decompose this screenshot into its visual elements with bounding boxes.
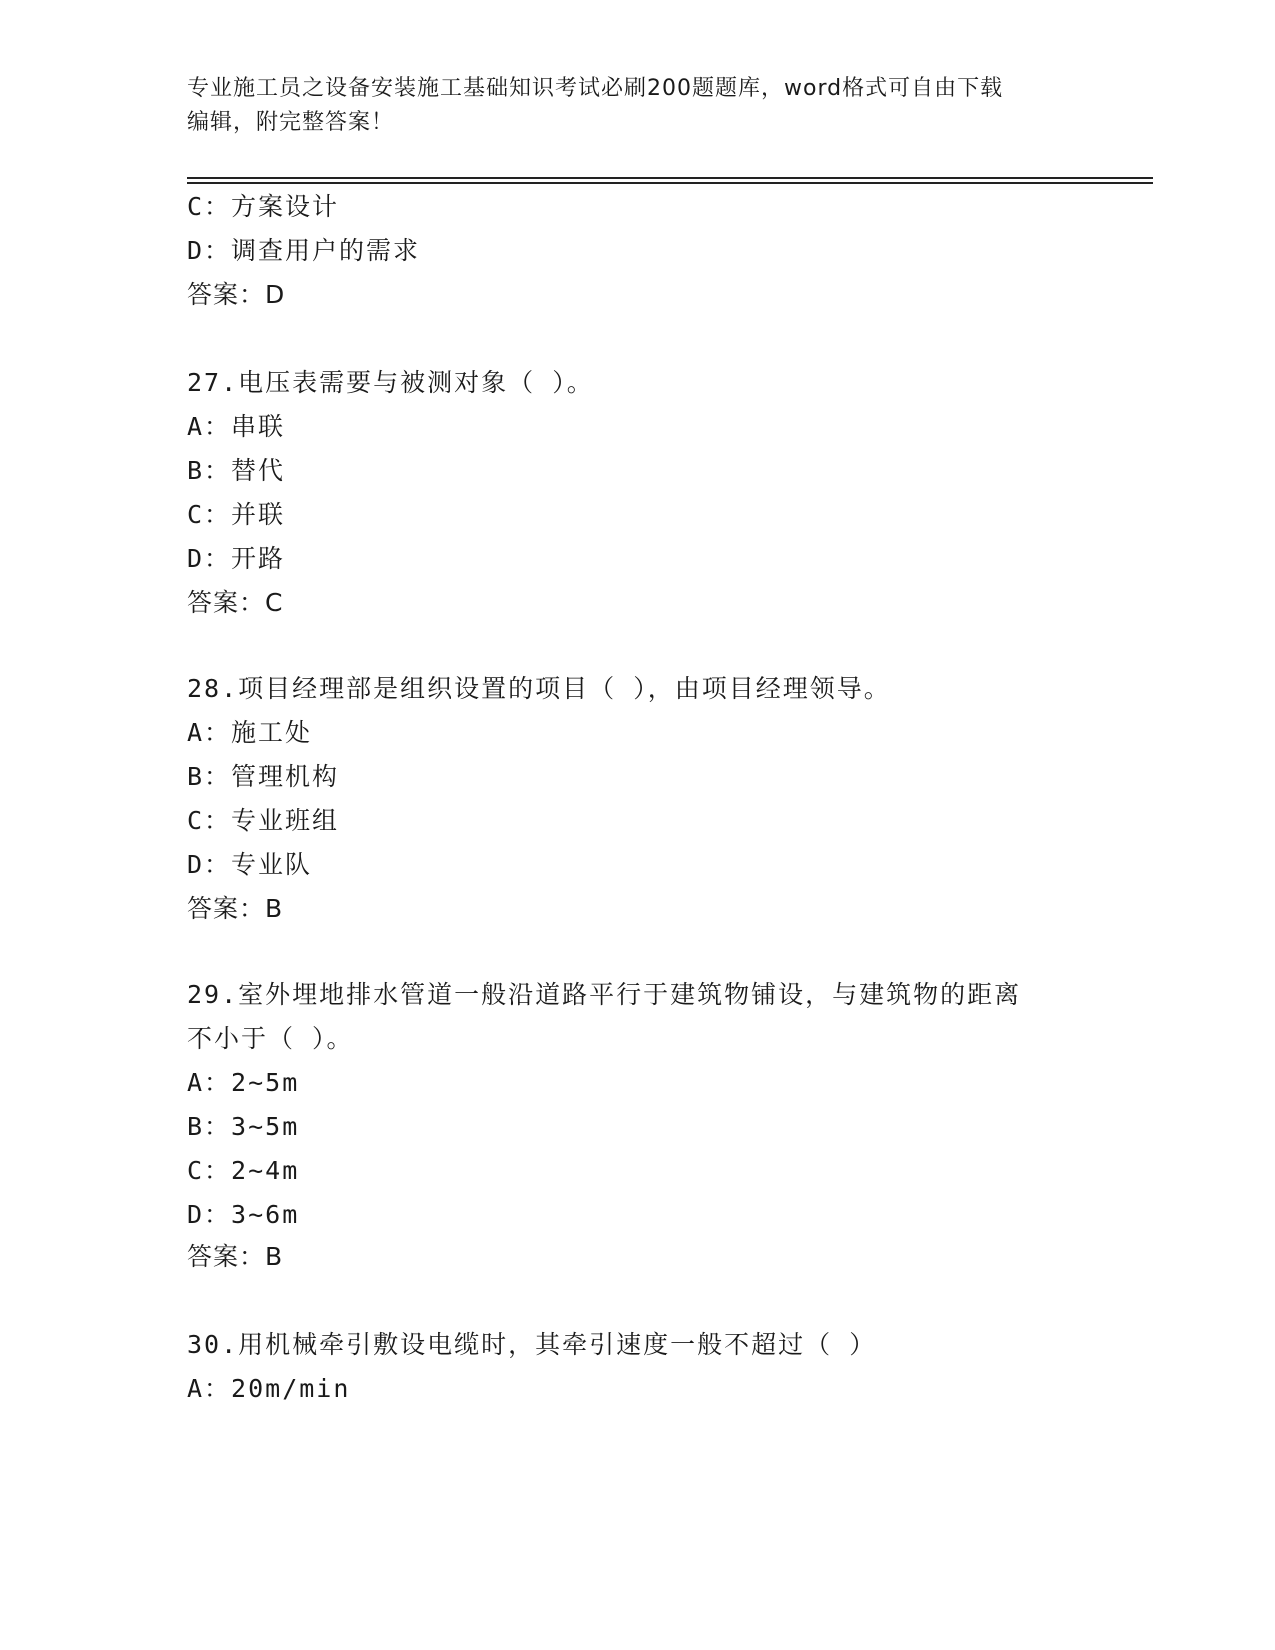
q28-option-c: C：专业班组 (187, 806, 340, 835)
q26-option-c: C：方案设计 (187, 192, 340, 221)
q27-option-a: A：串联 (187, 412, 286, 441)
q27-option-b: B：替代 (187, 456, 286, 485)
q26-answer: 答案：D (187, 280, 286, 309)
q27-answer: 答案：C (187, 588, 284, 617)
q28-option-b: B：管理机构 (187, 762, 340, 791)
q29-stem-line-1: 29.室外埋地排水管道一般沿道路平行于建筑物铺设，与建筑物的距离 (187, 980, 1022, 1009)
q27-stem: 27.电压表需要与被测对象（ ）。 (187, 368, 594, 397)
q26-option-d: D：调查用户的需求 (187, 236, 421, 265)
q28-option-a: A：施工处 (187, 718, 313, 747)
q28-stem: 28.项目经理部是组织设置的项目（ ），由项目经理领导。 (187, 674, 891, 703)
q27-option-c: C：并联 (187, 500, 286, 529)
q29-option-c: C：2~4m (187, 1156, 300, 1185)
q29-option-b: B：3~5m (187, 1112, 300, 1141)
header-divider-top (187, 177, 1153, 179)
header-divider-bottom (187, 182, 1153, 184)
header-line-2: 编辑，附完整答案！ (187, 110, 395, 135)
q28-answer: 答案：B (187, 894, 284, 923)
header-line-1: 专业施工员之设备安装施工基础知识考试必刷200题题库，word格式可自由下载 (187, 76, 1004, 101)
document-header (187, 72, 1087, 140)
q29-option-a: A：2~5m (187, 1068, 300, 1097)
q28-option-d: D：专业队 (187, 850, 313, 879)
q29-stem-line-2: 不小于（ ）。 (187, 1024, 354, 1053)
q29-option-d: D：3~6m (187, 1200, 300, 1229)
q29-answer: 答案：B (187, 1242, 284, 1271)
q30-stem: 30.用机械牵引敷设电缆时，其牵引速度一般不超过（ ） (187, 1330, 877, 1359)
q27-option-d: D：开路 (187, 544, 286, 573)
q30-option-a: A：20m/min (187, 1374, 351, 1403)
